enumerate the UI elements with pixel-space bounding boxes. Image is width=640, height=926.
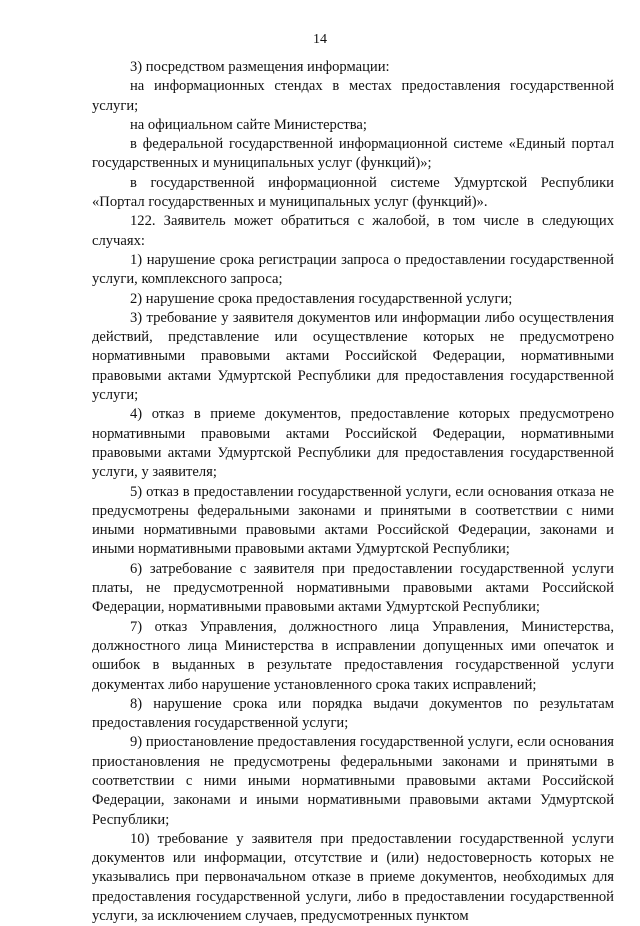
paragraph: 9) приостановление предоставления государственной услуги, если основания приостановления не предусмотрены федеральными законами и принятыми в соответствии с ними иными нормативными правовыми актами Российской Федерации, законами и иными нормативными правовыми актами Удмуртской Республики;: [92, 734, 614, 828]
paragraph: 8) нарушение срока или порядка выдачи документов по результатам предоставления государственной услуги;: [92, 695, 614, 732]
page-number: 14: [313, 32, 327, 47]
paragraph: 10) требование у заявителя при предоставлении государственной услуги документов или информации, отсутствие и (или) недостоверность которых не указывались при первоначальном отказе в приеме документов, необходимых для предоставления государственной услуги, либо в предоставлении государственной услуги, за исключением случаев, предусмотренных пунктом: [92, 830, 614, 925]
paragraph: в государственной информационной системе Удмуртской Республики «Портал государственных и муниципальных услуг (функций)».: [92, 174, 614, 211]
paragraph: 3) посредством размещения информации:: [130, 59, 390, 75]
paragraph: 4) отказ в приеме документов, предоставление которых предусмотрено нормативными правовыми актами Российской Федерации, нормативными правовыми актами Удмуртской Республики для предоставления государственной услуги, у заявителя;: [92, 406, 614, 481]
paragraph: 122. Заявитель может обратиться с жалобой, в том числе в следующих случаях:: [92, 213, 614, 249]
paragraph: 1) нарушение срока регистрации запроса о предоставлении государственной услуги, комплексного запроса;: [92, 251, 614, 288]
paragraph: на официальном сайте Министерства;: [130, 116, 367, 133]
paragraph: 7) отказ Управления, должностного лица Управления, Министерства, должностного лица Министерства в исправлении допущенных ими опечаток и ошибок в выданных в результате предоставления государственной услуги документах либо нарушение установленного срока таких исправлений;: [92, 618, 614, 693]
paragraph: 2) нарушение срока предоставления государственной услуги;: [130, 290, 513, 307]
paragraph: 3) требование у заявителя документов или информации либо осуществления действий, представление или осуществление которых не предусмотрено нормативными правовыми актами Российской Федерации, нормативными правовыми актами Удмуртской Республики для предоставления государственной услуги;: [92, 309, 614, 404]
paragraph: 6) затребование с заявителя при предоставлении государственной услуги платы, не предусмотренной нормативными правовыми актами Российской Федерации, нормативными правовыми актами Удмуртской Республики;: [92, 560, 614, 616]
body-text: [92, 58, 614, 926]
paragraph: 5) отказ в предоставлении государственной услуги, если основания отказа не предусмотрены федеральными законами и принятыми в соответствии с ними иными нормативными правовыми актами Российской Федерации, законами и иными нормативными правовыми актами Удмуртской Республики;: [92, 483, 614, 558]
paragraph: в федеральной государственной информационной системе «Единый портал государственных и муниципальных услуг (функций)»;: [92, 136, 614, 172]
paragraph: на информационных стендах в местах предоставления государственной услуги;: [92, 78, 614, 114]
